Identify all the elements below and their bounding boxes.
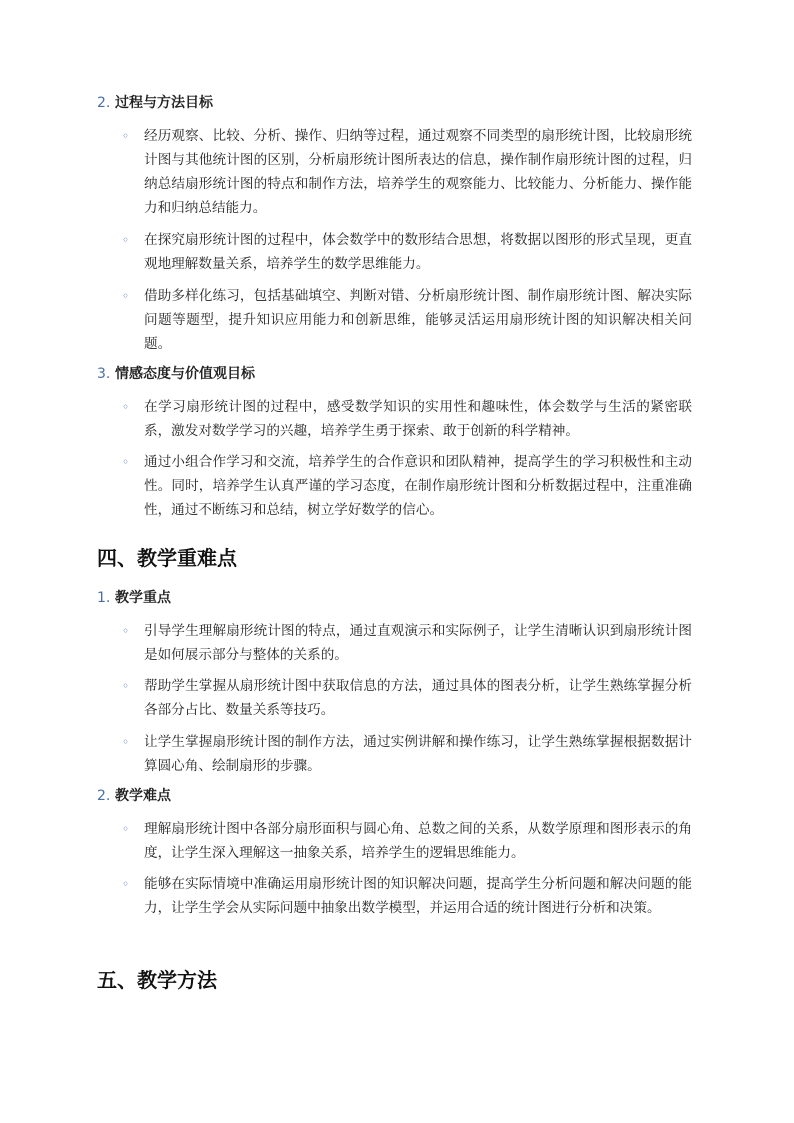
bullet-icon: ◦ bbox=[122, 877, 130, 891]
difficult-points-number: 2. bbox=[97, 788, 111, 804]
process-goals-title: 过程与方法目标 bbox=[115, 95, 213, 111]
key-point-text-1: 引导学生理解扇形统计图的特点，通过直观演示和实际例子，让学生清晰认识到扇形统计图是如何展示部分与整体的关系的。 bbox=[144, 623, 692, 663]
bullet-icon: ◦ bbox=[122, 624, 130, 638]
emotion-goal-text-1: 在学习扇形统计图的过程中，感受数学知识的实用性和趣味性，体会数学与生活的紧密联系，激发对数学学习的兴趣，培养学生勇于探索、敢于创新的科学精神。 bbox=[144, 399, 692, 439]
bullet-icon: ◦ bbox=[122, 679, 130, 693]
bullet-icon: ◦ bbox=[122, 455, 130, 469]
process-goal-text-3: 借助多样化练习，包括基础填空、判断对错、分析扇形统计图、制作扇形统计图、解决实际问题等题型，提升知识应用能力和创新思维，能够灵活运用扇形统计图的知识解决相关问题。 bbox=[144, 288, 692, 352]
key-points-heading bbox=[97, 588, 171, 608]
section-4-title: 四、教学重难点 bbox=[97, 546, 237, 570]
emotion-goals-number: 3. bbox=[97, 366, 111, 382]
bullet-icon: ◦ bbox=[122, 735, 130, 749]
emotion-goals-title: 情感态度与价值观目标 bbox=[115, 366, 255, 382]
bullet-icon: ◦ bbox=[122, 233, 130, 247]
section-5-title: 五、教学方法 bbox=[97, 968, 217, 992]
key-points-title: 教学重点 bbox=[115, 590, 171, 606]
difficult-point-text-1: 理解扇形统计图中各部分扇形面积与圆心角、总数之间的关系，从数学原理和图形表示的角度，让学生深入理解这一抽象关系，培养学生的逻辑思维能力。 bbox=[144, 821, 692, 861]
key-point-text-3: 让学生掌握扇形统计图的制作方法，通过实例讲解和操作练习，让学生熟练掌握根据数据计算圆心角、绘制扇形的步骤。 bbox=[144, 734, 692, 774]
key-points-number: 1. bbox=[97, 590, 111, 606]
process-goals-heading bbox=[97, 93, 213, 113]
bullet-icon: ◦ bbox=[122, 129, 130, 143]
bullet-icon: ◦ bbox=[122, 400, 130, 414]
key-point-text-2: 帮助学生掌握从扇形统计图中获取信息的方法，通过具体的图表分析，让学生熟练掌握分析各部分占比、数量关系等技巧。 bbox=[144, 678, 692, 718]
process-goals-number: 2. bbox=[97, 95, 111, 111]
difficult-point-text-2: 能够在实际情境中准确运用扇形统计图的知识解决问题，提高学生分析问题和解决问题的能力，让学生学会从实际问题中抽象出数学模型，并运用合适的统计图进行分析和决策。 bbox=[144, 876, 692, 916]
process-goal-text-2: 在探究扇形统计图的过程中，体会数学中的数形结合思想，将数据以图形的形式呈现，更直观地理解数量关系，培养学生的数学思维能力。 bbox=[144, 232, 692, 272]
emotion-goal-text-2: 通过小组合作学习和交流，培养学生的合作意识和团队精神，提高学生的学习积极性和主动性。同时，培养学生认真严谨的学习态度，在制作扇形统计图和分析数据过程中，注重准确性，通过不断练习和总结，树立学好数学的信心。 bbox=[144, 454, 692, 518]
emotion-goals-heading bbox=[97, 364, 255, 384]
bullet-icon: ◦ bbox=[122, 289, 130, 303]
process-goal-text-1: 经历观察、比较、分析、操作、归纳等过程，通过观察不同类型的扇形统计图，比较扇形统计图与其他统计图的区别，分析扇形统计图所表达的信息，操作制作扇形统计图的过程，归纳总结扇形统计图的特点和制作方法，培养学生的观察能力、比较能力、分析能力、操作能力和归纳总结能力。 bbox=[144, 128, 692, 216]
difficult-points-heading bbox=[97, 786, 171, 806]
bullet-icon: ◦ bbox=[122, 822, 130, 836]
difficult-points-title: 教学难点 bbox=[115, 788, 171, 804]
